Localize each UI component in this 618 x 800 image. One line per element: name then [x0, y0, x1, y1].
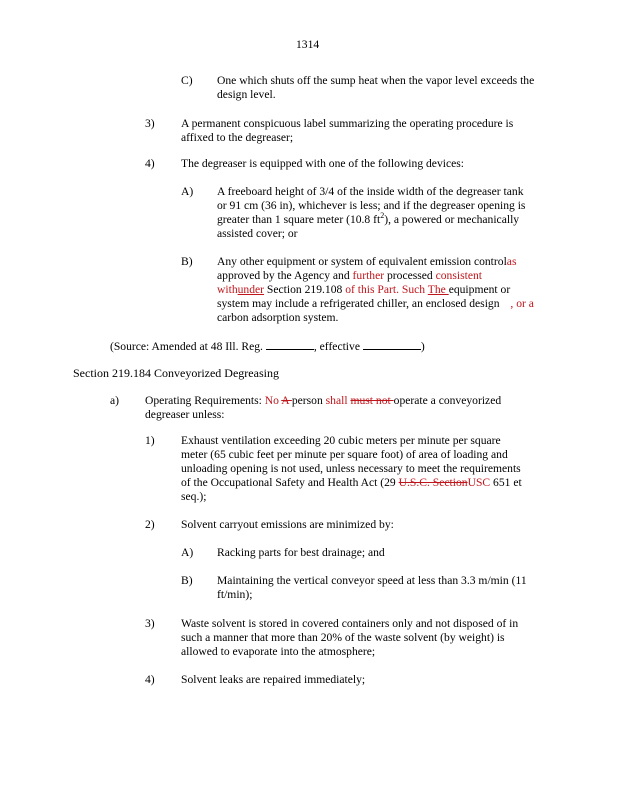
sub-3-line: such a manner that more than 20% of the waste solvent (by weight) is: [181, 631, 505, 644]
sub-3-line: Waste solvent is stored in covered containers only and not disposed of in: [181, 617, 519, 630]
item-a-line: [145, 394, 545, 408]
text-run: person: [291, 394, 326, 407]
section-heading: Section 219.184 Conveyorized Degreasing: [73, 366, 279, 380]
item-4b-label: B): [181, 255, 193, 268]
sub-4-label: 4): [145, 673, 155, 686]
sub-1-line: Exhaust ventilation exceeding 20 cubic meters per minute per square: [181, 434, 501, 447]
text-run: , effective: [313, 340, 363, 353]
item-4a-line: A freeboard height of 3/4 of the inside width of the degreaser tank: [217, 185, 524, 198]
item-4a-line: or 91 cm (36 in), whichever is less; and if the degreaser opening is: [217, 199, 526, 212]
inserted-text: USC: [467, 476, 491, 489]
item-4a-line3-post: ), a powered or mechanically: [384, 213, 520, 226]
text-run: operate a conveyorized: [393, 394, 502, 407]
item-a-line: degreaser unless:: [145, 408, 225, 421]
inserted-text: shall: [325, 394, 351, 407]
item-4a-label: A): [181, 185, 194, 198]
text-run: approved by the Agency and: [217, 269, 353, 282]
sub-1-label: 1): [145, 434, 155, 447]
text-run: Section 219.108: [264, 283, 346, 296]
text-run: processed: [384, 269, 436, 282]
text-run: system may include a refrigerated chiller, an enclosed design: [217, 297, 503, 310]
item-4b-line: [217, 269, 557, 283]
sub-2b-line: ft/min);: [217, 588, 253, 601]
item-4a-line: [217, 213, 547, 227]
inserted-text: No: [264, 394, 282, 407]
item-4b-text: [217, 255, 557, 325]
sub-1-text: [181, 434, 561, 504]
item-4b-line: carbon adsorption system.: [217, 311, 339, 324]
item-4-text: The degreaser is equipped with one of the following devices:: [181, 157, 464, 170]
sub-1-line: seq.);: [181, 490, 207, 503]
sub-3-label: 3): [145, 617, 155, 630]
sub-2a-label: A): [181, 546, 194, 559]
sub-3-text: [181, 617, 561, 659]
item-4a-line: assisted cover; or: [217, 227, 298, 240]
text-run: ): [420, 340, 425, 353]
item-4b-line: [217, 297, 557, 311]
text-run: Any other equipment or system of equivalent emission control: [217, 255, 507, 268]
sub-4-text: Solvent leaks are repaired immediately;: [181, 673, 366, 686]
sub-1-line: meter (65 cubic feet per minute per square foot) of area of loading and: [181, 448, 508, 461]
page-number: 1314: [296, 38, 320, 51]
text-run: of the Occupational Safety and Health Act (29: [181, 476, 399, 489]
inserted-text: further: [352, 269, 385, 282]
underlined-text: under: [237, 283, 265, 296]
sub-2-text: Solvent carryout emissions are minimized by:: [181, 518, 394, 531]
sub-2a-text: Racking parts for best drainage; and: [217, 546, 385, 559]
inserted-text: consistent: [435, 269, 482, 282]
text-run: Operating Requirements:: [145, 394, 265, 407]
deleted-text: U.S.C. Section: [398, 476, 468, 489]
item-a-text: [145, 394, 545, 422]
item-4a-line3-pre: greater than 1 square meter (10.8 ft: [217, 213, 381, 226]
deleted-text: must not: [350, 394, 394, 407]
inserted-text: as: [506, 255, 517, 268]
source-note: [110, 339, 425, 354]
text-run: 651 et: [490, 476, 522, 489]
item-4a-text: [217, 185, 547, 241]
item-3-label: 3): [145, 117, 155, 130]
item-3-text: A permanent conspicuous label summarizing the operating procedure is affixed to the degreaser;: [181, 117, 514, 144]
item-c-label: C): [181, 74, 193, 87]
inserted-text: of this Part. Such: [345, 283, 428, 296]
superscript-2: 2: [380, 211, 385, 221]
item-4-label: 4): [145, 157, 155, 170]
sub-2b-label: B): [181, 574, 193, 587]
sub-1-line: [181, 476, 561, 490]
sub-2-label: 2): [145, 518, 155, 531]
inserted-text: with: [217, 283, 238, 296]
item-4b-line: [217, 283, 557, 297]
inserted-text: , or a: [510, 297, 534, 310]
item-4b-line: [217, 255, 557, 269]
item-a-label: a): [110, 394, 120, 407]
sub-2b-text: [217, 574, 557, 602]
sub-2b-line: Maintaining the vertical conveyor speed at less than 3.3 m/min (11: [217, 574, 527, 587]
sub-3-line: allowed to evaporate into the atmosphere;: [181, 645, 376, 658]
sub-1-line: unloading opening is not used, unless necessary to meet the requirements: [181, 462, 521, 475]
text-run: (Source: Amended at 48 Ill. Reg.: [110, 340, 266, 353]
underlined-text: The: [427, 283, 449, 296]
blank-line: [266, 339, 314, 350]
text-run: equipment or: [448, 283, 511, 296]
blank-line: [363, 339, 421, 350]
deleted-text: A: [281, 394, 292, 407]
item-c-text: One which shuts off the sump heat when the vapor level exceeds the design level.: [217, 74, 535, 101]
